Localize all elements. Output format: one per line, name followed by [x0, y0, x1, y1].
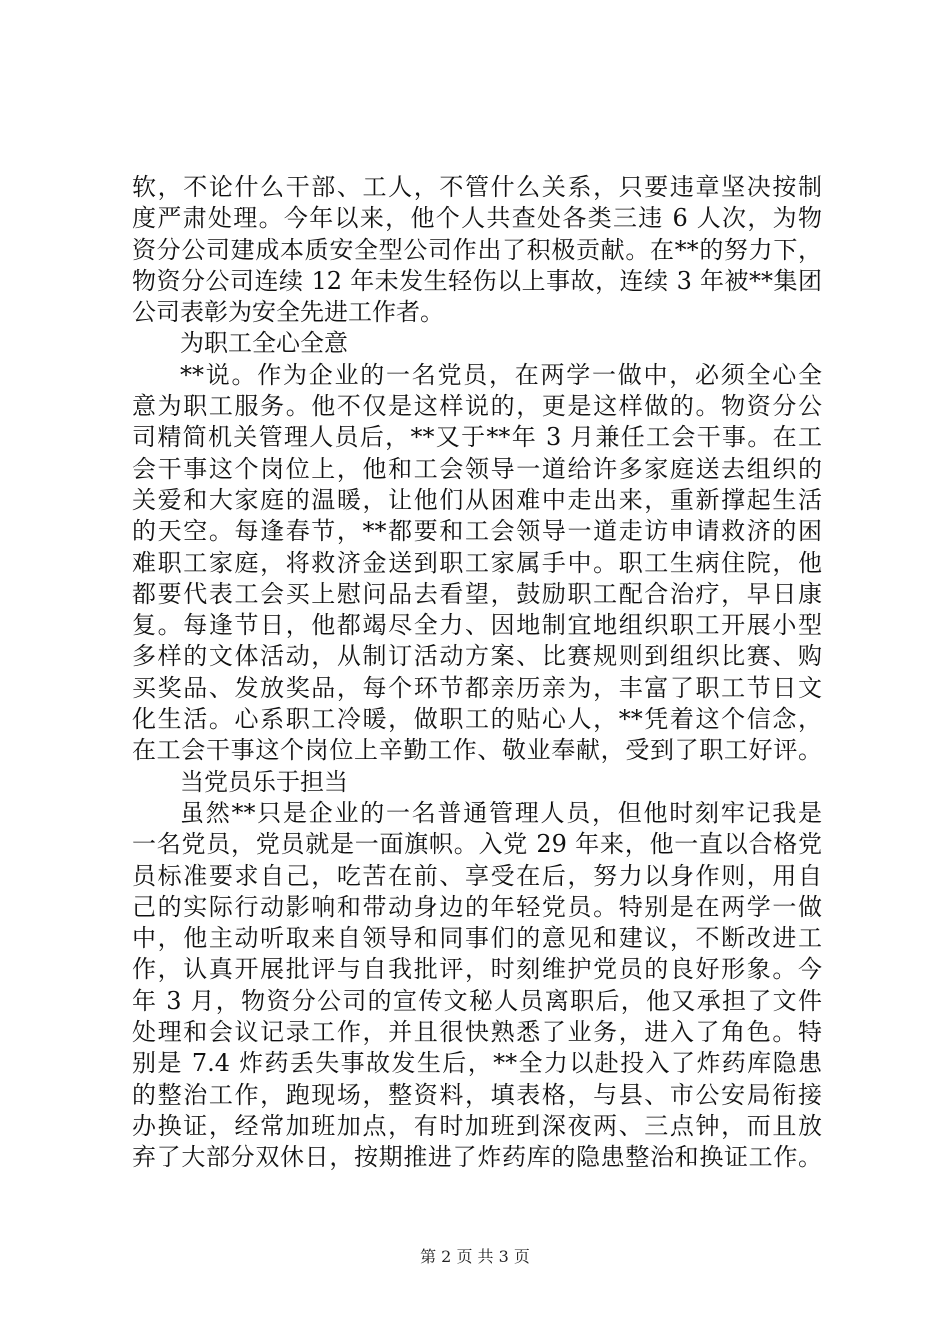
body-text: [132, 172, 822, 1174]
text-line: 司精简机关管理人员后，**又于**年 3 月兼任工会干事。在工: [132, 423, 822, 452]
text-line: 中，他主动听取来自领导和同事们的意见和建议，不断改进工: [132, 924, 822, 953]
section-heading: 为职工全心全意: [180, 329, 348, 358]
text-line: 难职工家庭，将救济金送到职工家属手中。职工生病住院，他: [132, 548, 822, 577]
text-line: 复。每逢节日，他都竭尽全力、因地制宜地组织职工开展小型: [132, 611, 822, 640]
text-line: 化生活。心系职工冷暖，做职工的贴心人，**凭着这个信念，: [132, 705, 822, 734]
text-line: 处理和会议记录工作，并且很快熟悉了业务，进入了角色。特: [132, 1018, 822, 1047]
text-line: 公司表彰为安全先进工作者。: [132, 298, 444, 327]
text-line: 别是 7.4 炸药丢失事故发生后，**全力以赴投入了炸药库隐患: [132, 1049, 822, 1078]
text-line: **说。作为企业的一名党员，在两学一做中，必须全心全: [180, 360, 822, 389]
text-line: 员标准要求自己，吃苦在前、享受在后，努力以身作则，用自: [132, 861, 822, 890]
section-heading: 当党员乐于担当: [180, 767, 348, 796]
text-line: 作，认真开展批评与自我批评，时刻维护党员的良好形象。今: [132, 955, 822, 984]
text-line: 多样的文体活动，从制订活动方案、比赛规则到组织比赛、购: [132, 642, 822, 671]
text-line: 的天空。每逢春节，**都要和工会领导一道走访申请救济的困: [132, 517, 822, 546]
text-line: 虽然**只是企业的一名普通管理人员，但他时刻牢记我是: [180, 798, 822, 827]
text-line: 会干事这个岗位上，他和工会领导一道给许多家庭送去组织的: [132, 454, 822, 483]
text-line: 在工会干事这个岗位上辛勤工作、敬业奉献，受到了职工好评。: [132, 736, 822, 765]
text-line: 关爱和大家庭的温暖，让他们从困难中走出来，重新撑起生活: [132, 485, 822, 514]
text-line: 资分公司建成本质安全型公司作出了积极贡献。在**的努力下，: [132, 235, 822, 264]
text-line: 己的实际行动影响和带动身边的年轻党员。特别是在两学一做: [132, 892, 822, 921]
text-line: 年 3 月，物资分公司的宣传文秘人员离职后，他又承担了文件: [132, 986, 822, 1015]
text-line: 办换证，经常加班加点，有时加班到深夜两、三点钟，而且放: [132, 1111, 822, 1140]
text-line: 度严肃处理。今年以来，他个人共查处各类三违 6 人次，为物: [132, 204, 822, 233]
text-line: 的整治工作，跑现场，整资料，填表格，与县、市公安局衔接: [132, 1080, 822, 1109]
text-line: 软，不论什么干部、工人，不管什么关系，只要违章坚决按制: [132, 173, 822, 201]
text-line: 一名党员，党员就是一面旗帜。入党 29 年来，他一直以合格党: [132, 830, 822, 859]
text-line: 都要代表工会买上慰问品去看望，鼓励职工配合治疗，早日康: [132, 579, 822, 608]
page-number: 第 2 页 共 3 页: [420, 1247, 530, 1266]
text-line: 买奖品、发放奖品，每个环节都亲历亲为，丰富了职工节日文: [132, 673, 822, 702]
text-line: 意为职工服务。他不仅是这样说的，更是这样做的。物资分公: [132, 392, 822, 421]
text-line: 弃了大部分双休日，按期推进了炸药库的隐患整治和换证工作。: [132, 1143, 822, 1172]
text-line: 物资分公司连续 12 年未发生轻伤以上事故，连续 3 年被**集团: [132, 266, 822, 295]
